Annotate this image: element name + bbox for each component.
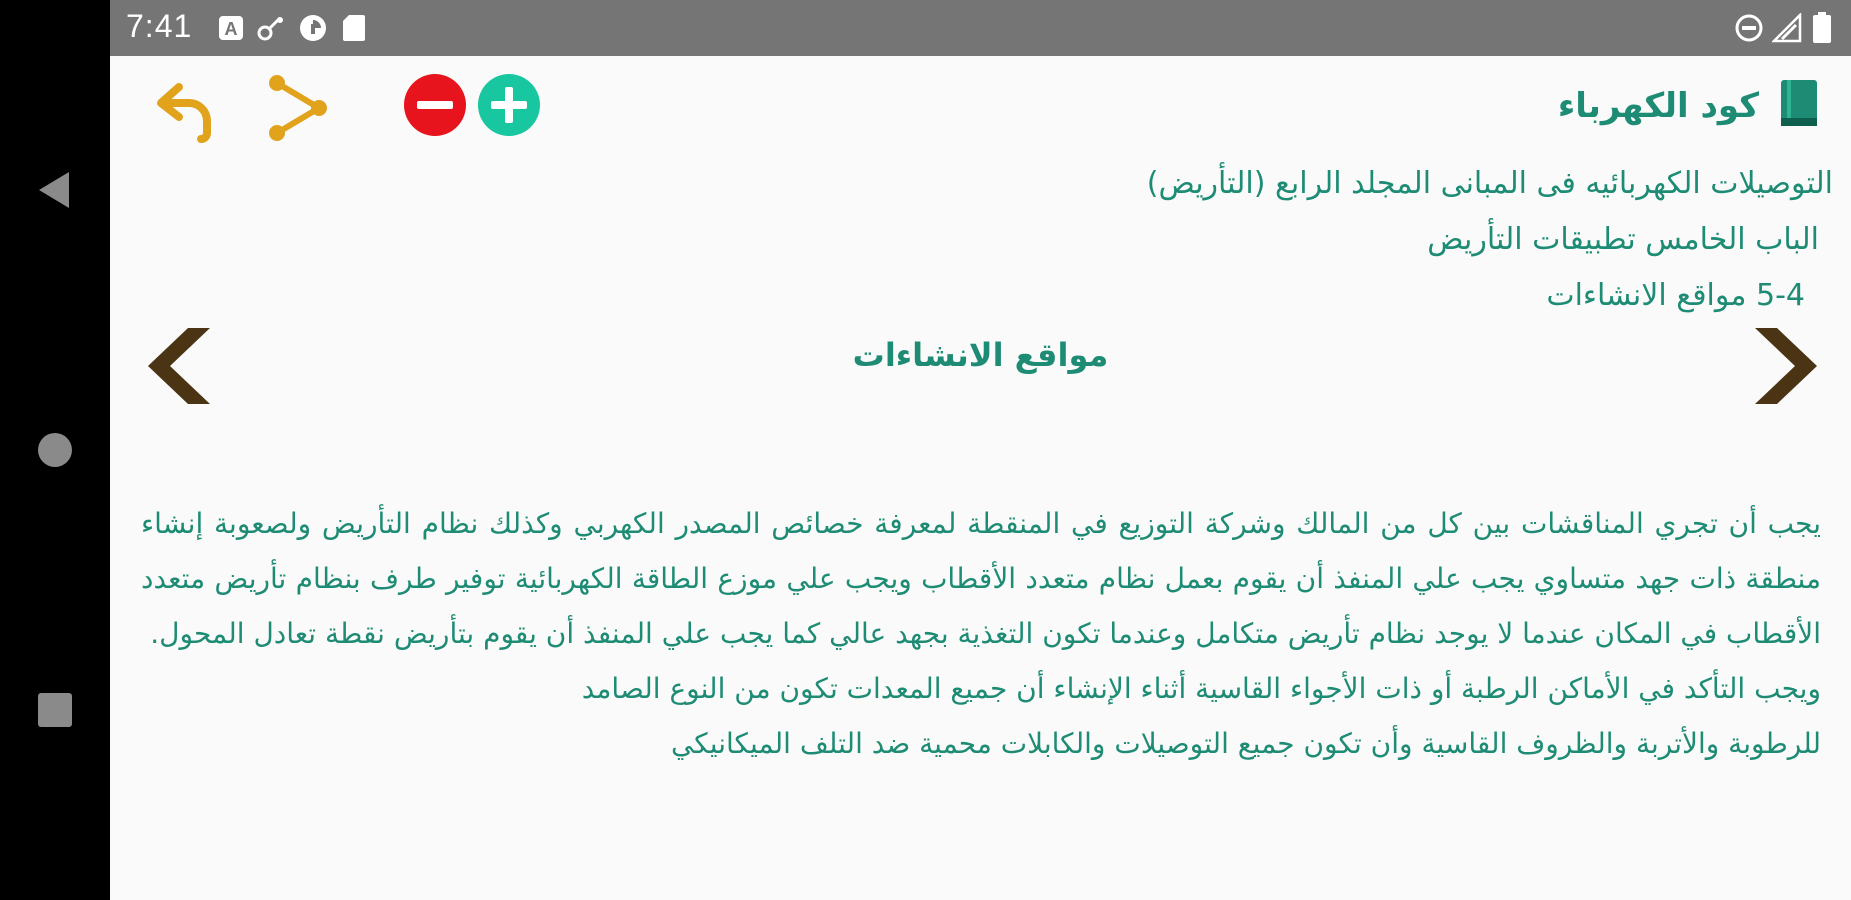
article-body [141, 496, 1821, 771]
status-time: 7:41 [126, 8, 193, 44]
chevron-right-icon [1749, 389, 1821, 408]
zoom-in-icon [477, 73, 541, 141]
breadcrumb [1147, 156, 1833, 324]
next-section-arrow[interactable] [1749, 328, 1821, 404]
signal-icon [1772, 14, 1802, 42]
app-content [110, 56, 1851, 900]
vpn-key-icon [256, 14, 286, 42]
do-not-disturb-icon [1734, 14, 1764, 42]
toolbar [110, 56, 1851, 156]
share-button[interactable] [262, 74, 334, 146]
zoom-out-button[interactable] [402, 74, 468, 140]
nav-recents-icon[interactable] [30, 685, 80, 735]
notification-a-icon [218, 14, 244, 42]
app-title-group [1558, 76, 1821, 136]
chevron-left-icon [144, 389, 216, 408]
nav-back-icon[interactable] [30, 165, 80, 215]
breadcrumb-volume: التوصيلات الكهربائيه فى المبانى المجلد الرابع (التأريض) [1146, 166, 1833, 201]
status-bar [110, 0, 1851, 56]
data-saver-icon [298, 14, 328, 42]
system-nav-bar [0, 0, 110, 900]
book-icon [1777, 78, 1821, 134]
paragraph: يجب أن تجري المناقشات بين كل من المالك وشركة التوزيع في المنقطة لمعرفة خصائص المصدر الكهربي وكذلك نظام التأريض ولصعوبة إنشاء منطقة ذات جهد متساوي يجب علي المنفذ أن يقوم بعمل نظام متعدد الأقطاب ويجب علي موزع الطاقة الكهربائية توفير طرف بنظام تأريض متعدد الأقطاب في المكان عندما لا يوجد نظام تأريض متكامل وعندما تكون التغذية بجهد عالي كما يجب علي المنفذ أن يقوم بتأريض نقطة تعادل المحول. [141, 507, 1821, 650]
zoom-out-icon [403, 73, 467, 141]
sd-card-icon [342, 14, 366, 42]
share-icon [263, 73, 333, 147]
zoom-in-button[interactable] [476, 74, 542, 140]
section-nav [110, 314, 1851, 414]
breadcrumb-chapter: الباب الخامس تطبيقات التأريض [1427, 222, 1819, 257]
paragraph: للرطوبة والأتربة والظروف القاسية وأن تكون جميع التوصيلات والكابلات محمية ضد التلف الميكانيكي [670, 727, 1821, 760]
section-title: مواقع الانشاءات [852, 336, 1109, 374]
nav-home-icon[interactable] [30, 425, 80, 475]
battery-icon [1812, 14, 1832, 42]
app-title: كود الكهرباء [1557, 86, 1759, 126]
paragraph: ويجب التأكد في الأماكن الرطبة أو ذات الأجواء القاسية أثناء الإنشاء أن جميع المعدات تكون من النوع الصامد [581, 672, 1821, 705]
undo-icon [151, 73, 221, 147]
svg-text:A: A [224, 19, 238, 39]
breadcrumb-section: 5-4 مواقع الانشاءات [1546, 278, 1805, 313]
undo-button[interactable] [150, 74, 222, 146]
